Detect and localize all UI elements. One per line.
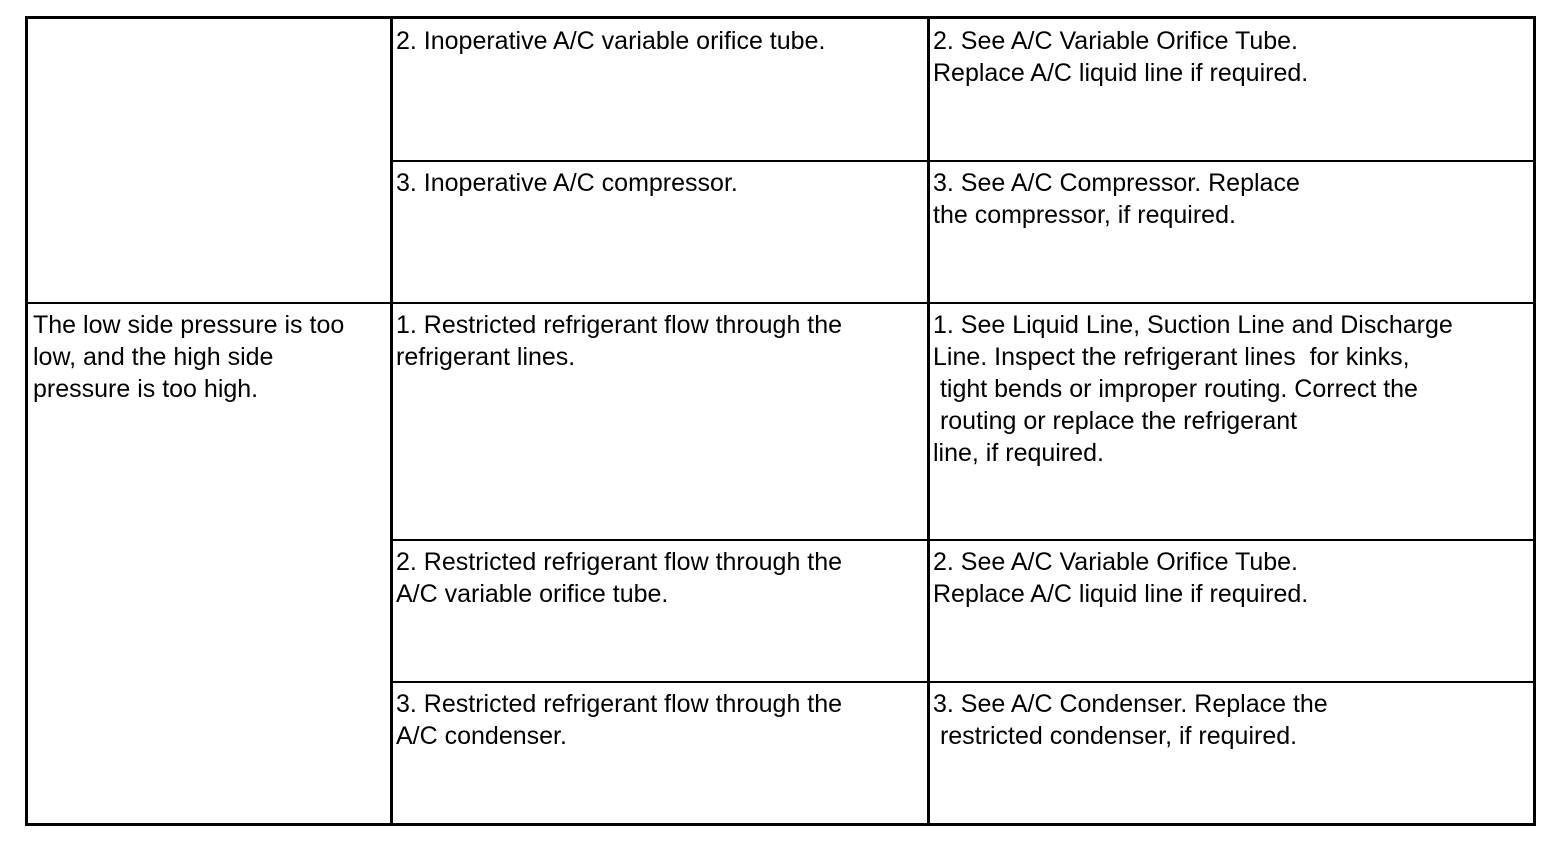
condition-cell: The low side pressure is too low, and the high side pressure is too high.: [33, 311, 345, 403]
action-cell-row-1: 2. See A/C Variable Orifice Tube. Replace A/C liquid line if required.: [933, 27, 1309, 87]
row-divider-4: [392, 681, 1533, 683]
action-cell-row-4: 2. See A/C Variable Orifice Tube. Replace A/C liquid line if required.: [933, 548, 1309, 608]
cause-cell-row-1: 2. Inoperative A/C variable orifice tube.: [396, 27, 826, 55]
row-divider-2: [28, 302, 1533, 304]
action-cell-row-3: 1. See Liquid Line, Suction Line and Discharge Line. Inspect the refrigerant lines for kinks, tight bends or improper routing. Correct the routing or replace the refrigerant line, if required.: [933, 311, 1453, 467]
column-divider-2: [927, 19, 930, 823]
row-divider-3: [392, 539, 1533, 541]
row-divider-1: [392, 160, 1533, 162]
action-cell-row-5: 3. See A/C Condenser. Replace the restricted condenser, if required.: [933, 690, 1328, 750]
cause-cell-row-5: 3. Restricted refrigerant flow through the A/C condenser.: [396, 690, 843, 750]
cause-cell-row-4: 2. Restricted refrigerant flow through the A/C variable orifice tube.: [396, 548, 843, 608]
action-cell-row-2: 3. See A/C Compressor. Replace the compressor, if required.: [933, 169, 1300, 229]
diagnostic-table: [25, 16, 1536, 826]
column-divider-1: [390, 19, 393, 823]
cause-cell-row-3: 1. Restricted refrigerant flow through the refrigerant lines.: [396, 311, 843, 371]
cause-cell-row-2: 3. Inoperative A/C compressor.: [396, 169, 738, 197]
